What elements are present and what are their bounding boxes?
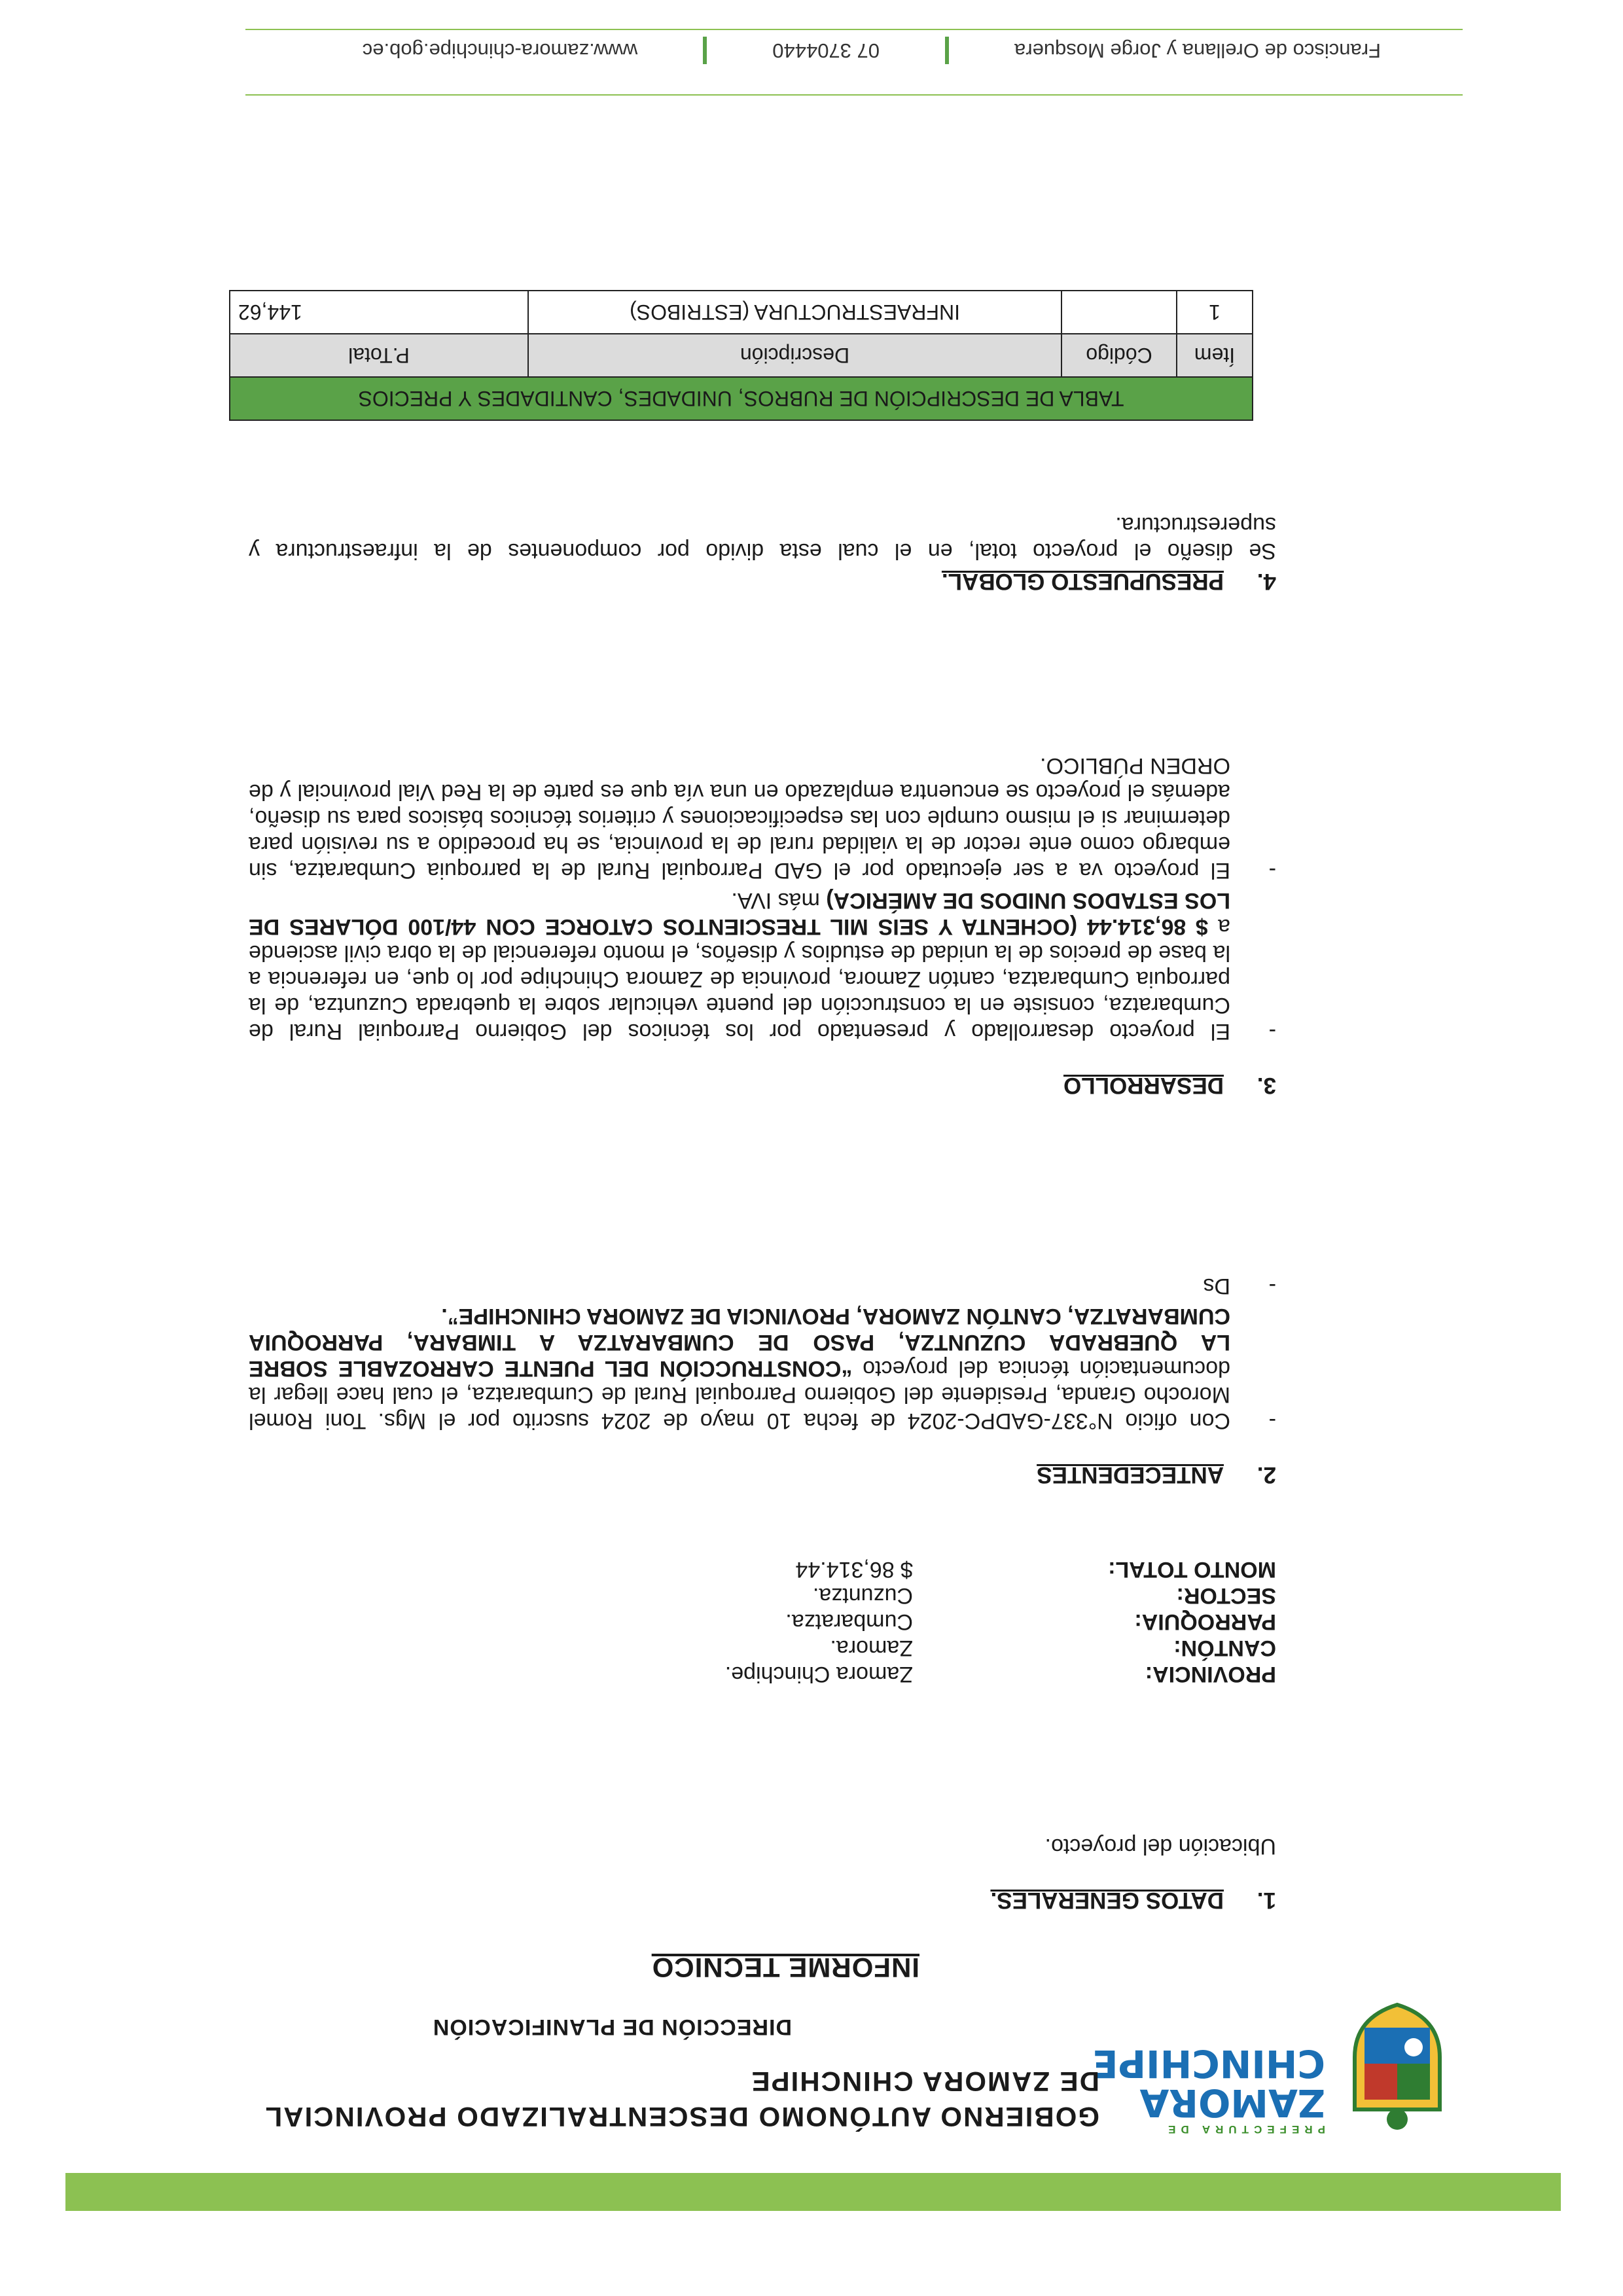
section-2-label: ANTECEDENTES: [1037, 1462, 1224, 1488]
section-4: [249, 512, 1276, 594]
section-4-number: 4.: [1257, 569, 1276, 594]
bullet-dash: -: [1268, 858, 1276, 883]
column-header: Ítem: [1177, 334, 1253, 377]
section-2-number: 2.: [1257, 1462, 1276, 1488]
footer-website[interactable]: www.zamora-chinchipe.gob.ec: [362, 39, 638, 62]
location-key: PROVINCIA:: [1145, 1662, 1276, 1687]
section-3-number: 3.: [1257, 1073, 1276, 1098]
header-green-bar: [65, 2173, 1561, 2211]
footer-separator: [945, 37, 949, 64]
location-row: [725, 1635, 1276, 1661]
section-4-heading: [249, 568, 1276, 594]
brand-line-2: CHINCHIPE: [1092, 2041, 1325, 2086]
table-header: TABLA DE DESCRIPCIÓN DE RUBROS, UNIDADES, CANTIDADES Y PRECIOS: [230, 377, 1253, 420]
column-header: Código: [1061, 334, 1177, 377]
government-heading: [118, 2014, 1099, 2132]
section-3-bullet-1: [249, 888, 1276, 1045]
bullet-text: Con oficio N°337-GADPC-2024 de fecha 10 mayo de 2024 suscrito por el Mgs. Toni Romel Morocho Granda, Presidente del Gobierno Parroquial Rural de Cumbaratza, el cual hace llegar la documentación técnica del proyecto: [249, 1356, 1230, 1433]
section-3-heading: [249, 1072, 1276, 1098]
section-1: [249, 1833, 1276, 1913]
cell-codigo: [1061, 291, 1177, 334]
location-row: [725, 1609, 1276, 1635]
section-2-bullet-2: [249, 1273, 1276, 1299]
footer-separator: [703, 37, 707, 64]
section-2-bullet-1: [249, 1303, 1276, 1434]
section-2: [249, 1273, 1276, 1488]
table-header-row: [230, 377, 1253, 420]
document-title: INFORME TECNICO: [651, 1952, 919, 1983]
location-key: SECTOR:: [1176, 1583, 1276, 1608]
location-value: $ 86,314.44: [795, 1557, 913, 1582]
brand-line-1: ZAMORA: [1139, 2081, 1325, 2125]
footer-bottom-line: [245, 29, 1463, 30]
footer-address: Francisco de Orellana y Jorge Mosquera: [1014, 39, 1381, 62]
bullet-bold-text: “CONSTRUCCIÓN DEL PUENTE CARROZABLE SOBRE LA QUEBRADA CUZUNTZA, PASO DE CUMBARATZA A TIMBARA, PARROQUIA CUMBARATZA, CANTÓN ZAMORA, PROVINCIA DE ZAMORA CHINCHIPE”.: [249, 1304, 1230, 1381]
location-value: Zamora.: [830, 1636, 913, 1660]
location-value: Zamora Chinchipe.: [724, 1662, 913, 1687]
cell-item: 1: [1177, 291, 1253, 334]
section-3-bullet-2: [249, 753, 1276, 884]
cell-total: 144,62: [230, 291, 528, 334]
footer: [245, 37, 1381, 64]
bullet-text: El proyecto desarrollado y presentado por los técnicos del Gobierno Parroquial Rural de Cumbaratza, consiste en la construcción del puente vehicular sobre la quebrada Cuzuntza, de la parroquia Cumbaratza, cantón Zamora, provincia de Zamora Chinchipe por lo que, en referencia a la base de precios de la unidad de estudios y diseños, el monto referencial de la obra civil asciende a: [249, 914, 1230, 1044]
location-value: Cumbaratza.: [785, 1609, 913, 1634]
gov-line-2: DE ZAMORA CHINCHIPE: [750, 2066, 1099, 2097]
section-2-heading: [249, 1462, 1276, 1488]
section-4-label: PRESUPUESTO GLOBAL.: [941, 569, 1224, 594]
bullet-dash: -: [1268, 1408, 1276, 1433]
bullet-dash: -: [1268, 1274, 1276, 1299]
location-key: CANTÓN:: [1173, 1636, 1276, 1660]
location-value: Cuzuntza.: [812, 1583, 913, 1608]
section-3-label: DESARROLLO: [1063, 1073, 1224, 1098]
section-1-intro: Ubicación del proyecto.: [1044, 1834, 1276, 1859]
section-3: [249, 753, 1276, 1098]
section-1-heading: [249, 1887, 1276, 1913]
column-header: P.Total: [230, 334, 528, 377]
prefecture-seal-icon: [1342, 1998, 1453, 2136]
bullet-dash: -: [1268, 1019, 1276, 1044]
bullet-tail-text: más IVA.: [731, 888, 827, 913]
bullet-bold-text: $ 86,314.44 (OCHENTA Y SEIS MIL TRESCIENTOS CATORCE CON 44/100 DÓLARES DE LOS ESTADOS UNIDOS DE AMÉRICA): [249, 888, 1230, 939]
brand-top-text: PREFECTURA DE: [1163, 2123, 1325, 2136]
gov-line-1: GOBIERNO AUTÓNOMO DESCENTRALIZADO PROVINCIAL: [264, 2102, 1099, 2132]
bullet-text: El proyecto va a ser ejecutado por el GAD Parroquial Rural de la parroquia Cumbaratza, sin embargo como ente rector de la vialidad rural de la provincia, se ha procedido a su revisión para determinar si el mismo cumple con las especificaciones y criterios técnicos básicos para su diseño, además el proyecto se encuentra emplazado en una vía que es parte de la Red Vial provincial y de ORDEN PÚBLICO.: [249, 753, 1230, 883]
budget-table: [229, 290, 1253, 421]
prefecture-brand: [1092, 2041, 1325, 2136]
table-row: [230, 291, 1253, 334]
bullet-text: Ds: [1203, 1274, 1230, 1299]
cell-descripcion: INFRAESTRUCTURA (ESTRIBOS): [528, 291, 1061, 334]
location-list: [725, 1556, 1276, 1687]
section-1-label: DATOS GENERALES.: [990, 1888, 1224, 1913]
footer-phone: 07 3704440: [772, 39, 880, 62]
location-row: [725, 1556, 1276, 1583]
column-header: Descripción: [528, 334, 1061, 377]
location-key: MONTO TOTAL:: [1108, 1557, 1276, 1582]
section-1-number: 1.: [1257, 1888, 1276, 1913]
gov-line-3: DIRECCIÓN DE PLANIFICACIÓN: [432, 2015, 792, 2039]
footer-top-line: [245, 94, 1463, 96]
location-row: [725, 1661, 1276, 1687]
table-columns-row: [230, 334, 1253, 377]
location-row: [725, 1583, 1276, 1609]
location-key: PARROQUIA:: [1134, 1609, 1276, 1634]
section-4-text: Se diseño el proyecto total, en el cual esta divido por componentes de la infraestructura y superestructura.: [249, 512, 1276, 564]
